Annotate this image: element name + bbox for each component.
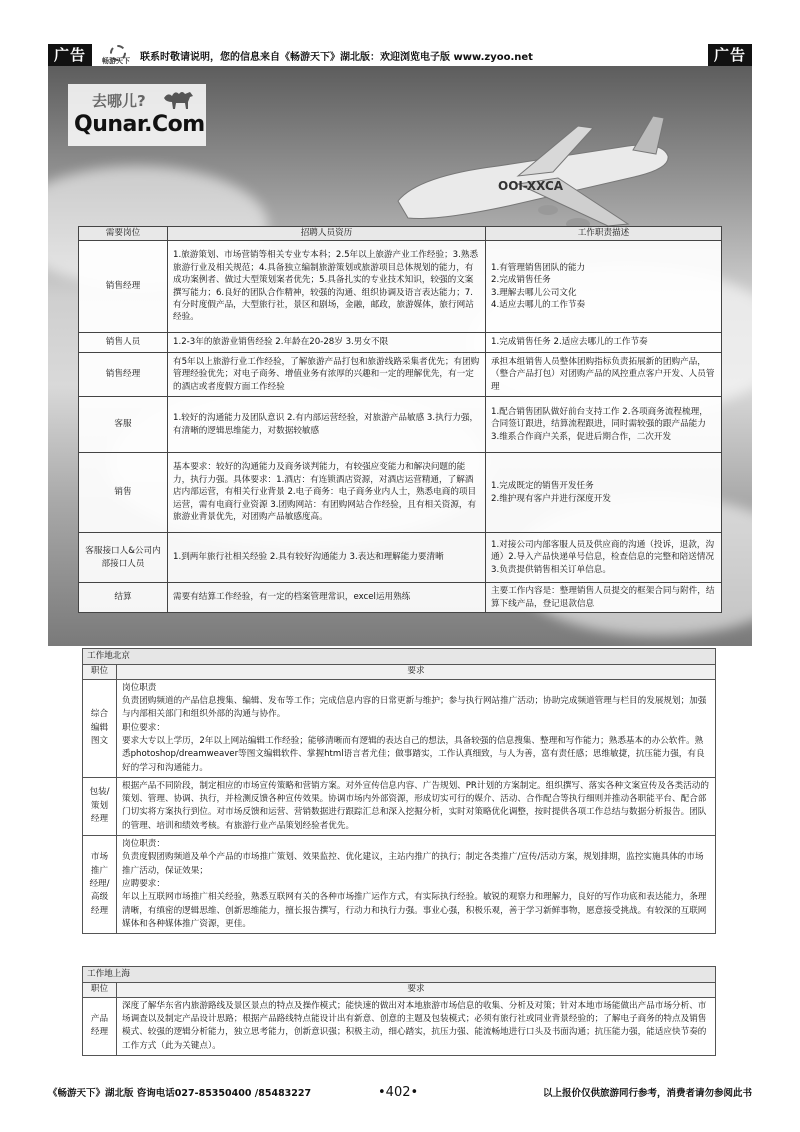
job-table-beijing xyxy=(82,648,716,934)
cell-position: 销售人员 xyxy=(79,333,168,353)
job-table-wuhan xyxy=(78,226,722,613)
cell-position: 销售 xyxy=(79,453,168,533)
cell-duties: 1.完成既定的销售开发任务 2.维护现有客户并进行深度开发 xyxy=(486,453,722,533)
cell-requirements: 基本要求：较好的沟通能力及商务谈判能力，有较强应变能力和解决问题的能力，执行力强。具体要求：1.酒店：有连锁酒店资源，对酒店运营精通，了解酒店内部运营，有相关行业背景 2.电子商务：电子商务业内人士，熟悉电商的项目运营，需有电商行业资源 3.团购网站：有团购网站合作经验，且有相关资源，有旅游业背景优先，对团购产品敏感度高。 xyxy=(168,453,486,533)
camel-icon xyxy=(162,88,196,110)
cell-requirements: 有5年以上旅游行业工作经验，了解旅游产品打包和旅游线路采集者优先；有团购管理经验优先；对电子商务、增值业务有浓厚的兴趣和一定的理解优先，有一定的酒店或者度假方面工作经验 xyxy=(168,353,486,397)
cell-position: 客服 xyxy=(79,397,168,453)
location-label: 工作地上海 xyxy=(83,967,716,983)
column-header-role: 职位 xyxy=(83,665,117,679)
table-row xyxy=(83,777,716,835)
cell-requirements: 根据产品不同阶段，制定相应的市场宣传策略和营销方案。对外宣传信息内容、广告规划、PR计划的方案制定。组织撰写、落实各种文案宣传及各类活动的策划、管理、协调、执行，并检测反馈各种宣传效果。协调市场内外部资源，形成切实可行的媒介、活动、合作配合等执行细则并推动各职能平台、配合部门切实将方案执行到位。对市场反馈和运营、营销数据进行跟踪汇总和深入挖掘分析，实时对策略优化调整，按时提供各项工作总结与数据分析报告。团队的管理、培训和绩效考核。有旅游行业产品策划经验者优先。 xyxy=(117,777,716,835)
cell-position: 销售经理 xyxy=(79,353,168,397)
cell-duties: 主要工作内容是：整理销售人员提交的框架合同与附件，结算下线产品，登记退款信息 xyxy=(486,583,722,613)
page-number: •402• xyxy=(378,1084,419,1100)
table-row xyxy=(79,453,722,533)
cell-requirements: 深度了解华东省内旅游路线及景区景点的特点及操作模式；能快速的做出对本地旅游市场信息的收集、分析及对策；针对本地市场能做出产品市场分析、市场调查以及制定产品设计思路；根据产品路线特点能设计出有新意、创意的主题及包装模式；必须有旅行社或同业背景经验的；了解电子商务的特点及销售模式、较强的逻辑分析能力，独立思考能力，创新意识强；积极主动，细心踏实，抗压力强、能流畅地进行口头及书面沟通；抗压能力强，能适应快节奏的工作方式（此为关键点）。 xyxy=(117,997,716,1055)
table-header-row xyxy=(83,983,716,997)
cell-position: 销售经理 xyxy=(79,241,168,333)
header-notice: 联系时敬请说明，您的信息来自《畅游天下》湖北版：欢迎浏览电子版 www.zyoo.net xyxy=(140,51,533,63)
table-row xyxy=(79,353,722,397)
cell-position: 结算 xyxy=(79,583,168,613)
cell-duties: 1.对接公司内部客服人员及供应商的沟通（投诉，退款，沟通）2.导入产品快递单号信息，检查信息的完整和陪送情况 3.负责提供销售相关订单信息。 xyxy=(486,533,722,583)
footer-disclaimer: 以上报价仅供旅游同行参考，消费者请勿参阅此书 xyxy=(542,1088,752,1099)
cell-role: 产品经理 xyxy=(83,997,117,1055)
table-row xyxy=(83,997,716,1055)
column-header-requirements: 要求 xyxy=(117,983,716,997)
qunar-logo-en: Qunar.Com xyxy=(74,112,205,137)
cell-duties: 1.完成销售任务 2.适应去哪儿的工作节奏 xyxy=(486,333,722,353)
cell-requirements: 1.2-3年的旅游业销售经验 2.年龄在20-28岁 3.男女不限 xyxy=(168,333,486,353)
cell-role: 包装/策划经理 xyxy=(83,777,117,835)
publication-logo-text: 畅游天下 xyxy=(102,57,131,65)
table-row xyxy=(83,679,716,777)
publication-logo-icon xyxy=(98,44,134,66)
cell-requirements: 1.旅游策划、市场营销等相关专业专本科；2.5年以上旅游产业工作经验；3.熟悉旅游行业及相关规范；4.具备独立编制旅游策划或旅游项目总体规划的能力，有成功案例者、做过大型策划案者优先；5.具备扎实的专业技术知识，较强的文案撰写能力；6.良好的团队合作精神，较强的沟通、组织协调及语言表达能力；7.有分时度假产品，大型旅行社，景区和剧场，金融，邮政，旅游媒体，旅行网站经验。 xyxy=(168,241,486,333)
cell-requirements: 1.到两年旅行社相关经验 2.具有较好沟通能力 3.表达和理解能力要清晰 xyxy=(168,533,486,583)
table-header-row xyxy=(83,665,716,679)
cell-role: 综合编辑图文 xyxy=(83,679,117,777)
column-header-requirements: 要求 xyxy=(117,665,716,679)
column-header-role: 职位 xyxy=(83,983,117,997)
header-bar xyxy=(48,44,752,66)
cell-requirements: 需要有结算工作经验，有一定的档案管理常识，excel运用熟练 xyxy=(168,583,486,613)
cell-role: 市场推广经理/高级经理 xyxy=(83,836,117,934)
column-header-requirements: 招聘人员资历 xyxy=(168,227,486,241)
table-row xyxy=(79,583,722,613)
page-footer xyxy=(48,1084,752,1100)
ad-tag-left: 广告 xyxy=(48,44,92,66)
table-row xyxy=(83,836,716,934)
table-row xyxy=(79,333,722,353)
ad-tag-right: 广告 xyxy=(708,44,752,66)
qunar-logo xyxy=(68,84,206,146)
plane-registration: OOI-XXCA xyxy=(498,179,564,193)
job-table-shanghai xyxy=(82,966,716,1056)
footer-contact: 《畅游天下》湖北版 咨询电话027-85350400 /85483227 xyxy=(48,1088,312,1099)
cell-requirements: 岗位职责： 负责度假团购频道及单个产品的市场推广策划、效果监控、优化建议，主站内推广的执行；制定各类推广/宣传/活动方案，规划排期，监控实施具体的市场推广活动，保证效果； 应聘要求： 年以上互联网市场推广相关经验，熟悉互联网有关的各种市场推广运作方式，有实际执行经验。敏锐的观察力和理解力，良好的写作功底和表达能力，条理清晰，有缜密的逻辑思维、创新思维能力，擅长报告撰写，行动力和执行力强。事业心强，积极乐观，善于学习新鲜事物，愿意接受挑战。有较深的互联网媒体和各种媒体推广资源，更佳。 xyxy=(117,836,716,934)
qunar-logo-cn: 去哪儿? xyxy=(92,92,146,110)
cell-duties: 承担本组销售人员整体团购指标负责拓展新的团购产品，（整合产品打包）对团购产品的风控重点客户开发、人员管理 xyxy=(486,353,722,397)
table-row xyxy=(79,397,722,453)
column-header-duties: 工作职责描述 xyxy=(486,227,722,241)
table-row xyxy=(79,241,722,333)
table-header-row xyxy=(79,227,722,241)
column-header-position: 需要岗位 xyxy=(79,227,168,241)
cell-duties: 1.有管理销售团队的能力 2.完成销售任务 3.理解去哪儿公司文化 4.适应去哪儿的工作节奏 xyxy=(486,241,722,333)
location-label: 工作地北京 xyxy=(83,649,716,665)
cell-requirements: 岗位职责 负责团购频道的产品信息搜集、编辑、发布等工作；完成信息内容的日常更新与维护；参与执行网站推广活动；协助完成频道管理与栏目的发展规划；加强与内部相关部门和组织外部的沟通与协作。 职位要求： 要求大专以上学历，2年以上网站编辑工作经验；能够清晰而有逻辑的表达自己的想法，具备较强的信息搜集、整理和写作能力；熟悉基本的办公软件。熟悉photoshop/dreamweaver等图文编辑软件、掌握html语言者尤佳；做事踏实，工作认真细致，与人为善，富有责任感；思维敏捷，抗压能力强，有良好的学习和沟通能力。 xyxy=(117,679,716,777)
cell-position: 客服接口人&公司内部接口人员 xyxy=(79,533,168,583)
table-row xyxy=(79,533,722,583)
cell-duties: 1.配合销售团队做好前台支持工作 2.各项商务流程梳理，合同签订跟进，结算流程跟进，同时需较强的跟产品能力 3.维系合作商户关系，促进后期合作，二次开发 xyxy=(486,397,722,453)
cell-requirements: 1.较好的沟通能力及团队意识 2.有内部运营经验，对旅游产品敏感 3.执行力强，有清晰的逻辑思维能力，对数据较敏感 xyxy=(168,397,486,453)
